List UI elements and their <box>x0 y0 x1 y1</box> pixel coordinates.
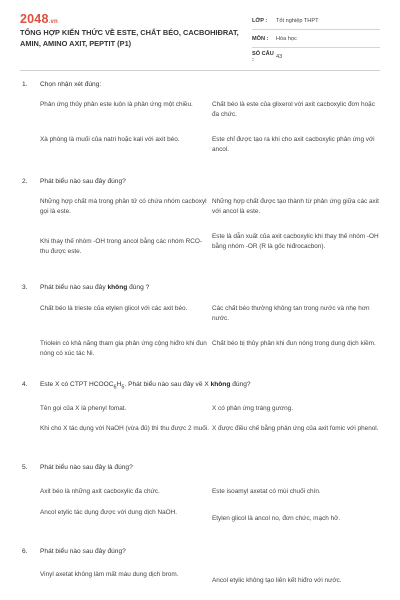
question-keyword: không <box>107 284 128 291</box>
question-text: Chọn nhận xét đúng: <box>40 81 102 88</box>
question-text-part: . Phát biểu nào sau đây về X <box>124 381 211 388</box>
answer-option[interactable]: Este chỉ được tạo ra khi cho axit cacboxylic phản ứng với ancol. <box>212 136 375 154</box>
meta-row-subject <box>252 30 380 48</box>
answer-option[interactable]: Chất béo bị thủy phân khi đun nóng trong dung dịch kiềm. <box>212 340 376 347</box>
meta-row-class <box>252 12 380 30</box>
site-logo[interactable] <box>20 12 58 26</box>
question-keyword: không <box>210 381 231 388</box>
answer-option[interactable]: X có phản ứng tráng gương. <box>212 405 293 412</box>
question-number: 1. <box>22 81 28 88</box>
formula-subscript: 5 <box>121 384 125 391</box>
question-number: 2. <box>22 178 28 185</box>
answer-option[interactable]: Khi cho X tác dụng với NaOH (vừa đủ) thì thu được 2 muối. <box>40 425 209 432</box>
answer-option[interactable]: Khi thay thế nhóm -OH trong ancol bằng các nhóm RCO- thu được este. <box>40 238 202 256</box>
question-text-part: đúng ? <box>127 284 150 291</box>
question-text <box>40 284 149 291</box>
answer-option[interactable]: Xà phòng là muối của natri hoặc kali với axit béo. <box>40 136 180 143</box>
answer-option[interactable]: Các chất béo thường không tan trong nước và nhẹ hơn nước. <box>212 305 370 323</box>
answer-option[interactable]: Etylen glicol là ancol no, đơn chức, mạch hở. <box>212 515 341 522</box>
answer-option[interactable]: Những hợp chất được tạo thành từ phản ứng giữa các axit với ancol là este. <box>212 198 379 216</box>
answer-option[interactable]: Ancol etylic không tạo liên kết hiđro với nước. <box>212 577 342 584</box>
question-text-part: Este X có CTPT HCOOC <box>40 381 114 388</box>
page-title: TỔNG HỢP KIẾN THỨC VỀ ESTE, CHẤT BÉO, CACBOHIĐRAT, AMIN, AMINO AXIT, PEPTIT (P1) <box>20 28 239 48</box>
answer-option[interactable]: X được điều chế bằng phản ứng của axit fomic với phenol. <box>212 425 379 432</box>
meta-row-count <box>252 48 380 65</box>
question-number: 3. <box>22 284 28 291</box>
answer-option[interactable]: Chất béo là este của glixerol với axit cacboxylic đơn hoặc đa chức. <box>212 101 375 119</box>
meta-value: Tốt nghiệp THPT <box>276 17 319 24</box>
question-text: Phát biểu nào sau đây là đúng? <box>40 464 133 471</box>
question-text: Phát biểu nào sau đây đúng? <box>40 548 126 555</box>
answer-option[interactable]: Este isoamyl axetat có mùi chuối chín. <box>212 488 321 495</box>
answer-option[interactable]: Tên gọi của X là phenyl fomat. <box>40 405 127 412</box>
question-text-part: đúng? <box>230 381 251 388</box>
question-text-part: H <box>116 381 122 388</box>
question-number: 6. <box>22 548 28 555</box>
logo-suffix: .vn <box>48 19 58 25</box>
answer-option[interactable]: Triolein có khả năng tham gia phản ứng cộng hiđro khi đun nóng có xúc tác Ni. <box>40 340 207 358</box>
meta-info-box <box>252 12 380 65</box>
answer-option[interactable]: Vinyl axetat không làm mất màu dung dịch brom. <box>40 571 179 578</box>
question-text-part: Phát biểu nào sau đây <box>40 284 108 291</box>
answer-option[interactable]: Axit béo là những axit cacboxylic đa chức. <box>40 488 160 495</box>
meta-value: Hóa học <box>276 35 297 42</box>
answer-option[interactable]: Este là dẫn xuất của axit cacboxylic khi thay thế nhóm -OH bằng nhóm -OR (R là gốc hiđrocacbon). <box>212 233 379 251</box>
answer-option[interactable]: Những hợp chất mà trong phân tử có chứa nhóm cacboxyl gọi là este. <box>40 198 207 216</box>
logo-text: 2048 <box>20 12 49 26</box>
header <box>20 12 380 66</box>
question-number: 4. <box>22 381 28 388</box>
meta-key: SỐ CÂU : <box>252 50 274 63</box>
meta-key: MÔN : <box>252 35 269 42</box>
question-text <box>40 381 251 390</box>
question-text: Phát biểu nào sau đây đúng? <box>40 178 126 185</box>
meta-key: LỚP : <box>252 17 268 24</box>
meta-value: 43 <box>276 53 283 60</box>
header-divider <box>20 70 380 71</box>
answer-option[interactable]: Ancol etylic tác dụng được với dung dịch NaOH. <box>40 509 177 516</box>
formula-subscript: 6 <box>113 384 117 391</box>
answer-option[interactable]: Chất béo là trieste của etylen glicol với các axit béo. <box>40 305 188 312</box>
answer-option[interactable]: Phản ứng thủy phân este luôn là phản ứng một chiều. <box>40 101 193 108</box>
question-number: 5. <box>22 464 28 471</box>
